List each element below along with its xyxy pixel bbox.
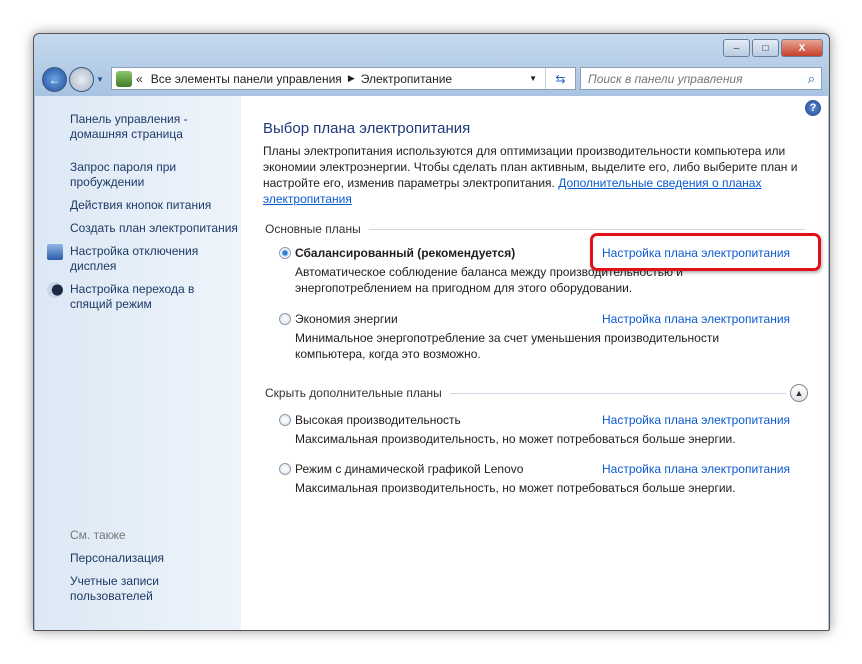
plan-power-saver: [279, 311, 799, 362]
sidebar-item-power-buttons[interactable]: Действия кнопок питания: [70, 198, 212, 212]
plan-radio[interactable]: [279, 463, 291, 475]
plan-radio[interactable]: [279, 414, 291, 426]
window: [33, 33, 830, 631]
plan-lenovo-dynamic: [279, 461, 799, 496]
search-icon[interactable]: ⌕: [807, 70, 815, 86]
sidebar: [35, 96, 241, 630]
configure-plan-label: Настройка плана электропитания: [602, 246, 791, 260]
configure-plan-link[interactable]: [602, 245, 790, 261]
configure-plan-link[interactable]: Настройка плана электропитания: [602, 413, 791, 427]
group-label: Основные планы: [265, 222, 361, 236]
configure-plan-link[interactable]: Настройка плана электропитания: [602, 462, 791, 476]
group-main-plans: [265, 221, 805, 237]
sidebar-item-sleep[interactable]: [70, 282, 210, 312]
maximize-button[interactable]: □: [752, 39, 779, 57]
power-options-icon: [116, 71, 132, 87]
help-icon[interactable]: ?: [805, 100, 821, 116]
main-content: [241, 96, 828, 630]
group-label: Скрыть дополнительные планы: [265, 386, 442, 400]
plan-name[interactable]: Сбалансированный (рекомендуется): [295, 246, 516, 260]
plan-name[interactable]: Экономия энергии: [295, 312, 398, 326]
plan-name[interactable]: Режим с динамической графикой Lenovo: [295, 462, 524, 476]
display-clock-icon: [47, 244, 63, 260]
breadcrumb-power[interactable]: Электропитание: [360, 71, 453, 86]
address-bar[interactable]: [111, 67, 576, 90]
breadcrumb-overflow[interactable]: «: [136, 71, 143, 86]
plan-radio[interactable]: [279, 313, 291, 325]
more-info-link[interactable]: Дополнительные сведения о планах электропитания: [263, 176, 762, 206]
see-also-label: См. также: [70, 528, 126, 542]
description-text: Планы электропитания используются для оптимизации производительности компьютера или экономии электроэнергии. Чтобы сделать план активным, выделите его, либо выберите план и настройте его, изменив параметры электропитания.: [263, 144, 798, 190]
plan-description: Максимальная производительность, но может потребоваться больше энергии.: [295, 481, 736, 495]
back-button[interactable]: [42, 67, 67, 92]
address-dropdown-icon[interactable]: ▼: [529, 74, 537, 83]
configure-plan-link[interactable]: Настройка плана электропитания: [602, 312, 791, 326]
refresh-icon[interactable]: ⇆: [545, 68, 575, 89]
history-dropdown-icon[interactable]: ▼: [96, 75, 104, 84]
page-title: Выбор плана электропитания: [263, 120, 471, 137]
sidebar-item-personalization[interactable]: Персонализация: [70, 551, 165, 565]
minimize-button[interactable]: ‒: [723, 39, 750, 57]
page-description: [263, 143, 803, 207]
breadcrumb-chevron-icon[interactable]: ▶: [347, 73, 355, 83]
sidebar-item-home[interactable]: Панель управления - домашняя страница: [70, 112, 188, 141]
sidebar-item-password[interactable]: Запрос пароля при пробуждении: [70, 160, 177, 189]
sidebar-item-create-plan[interactable]: Создать план электропитания: [70, 221, 238, 235]
arrow-left-icon: ←: [48, 72, 61, 87]
collapse-chevron-up-icon[interactable]: ▲: [790, 384, 808, 402]
breadcrumb-all-items[interactable]: Все элементы панели управления: [150, 71, 342, 86]
sidebar-item-label: Настройка перехода в спящий режим: [70, 282, 195, 311]
sidebar-item-label: Настройка отключения дисплея: [70, 244, 199, 273]
plan-radio[interactable]: [279, 247, 291, 259]
sidebar-item-user-accounts[interactable]: Учетные записи пользователей: [70, 574, 159, 603]
plan-description: Минимальное энергопотребление за счет уменьшения производительности компьютера, когда это возможно.: [295, 331, 720, 361]
search-placeholder: Поиск в панели управления: [588, 71, 743, 86]
group-extra-plans: [265, 384, 808, 402]
plan-name[interactable]: Высокая производительность: [295, 413, 461, 427]
arrow-right-icon: →: [75, 72, 88, 87]
plan-high-performance: [279, 412, 799, 447]
moon-icon: [47, 282, 63, 298]
search-input[interactable]: [580, 67, 822, 90]
sidebar-item-display-off[interactable]: [70, 244, 210, 274]
plan-description: Автоматическое соблюдение баланса между производительностью и энергопотреблением на пригодном для этого оборудовании.: [295, 265, 684, 295]
close-button[interactable]: X: [781, 39, 823, 57]
plan-balanced: [279, 245, 799, 296]
plan-description: Максимальная производительность, но может потребоваться больше энергии.: [295, 432, 736, 446]
forward-button[interactable]: [69, 67, 94, 92]
